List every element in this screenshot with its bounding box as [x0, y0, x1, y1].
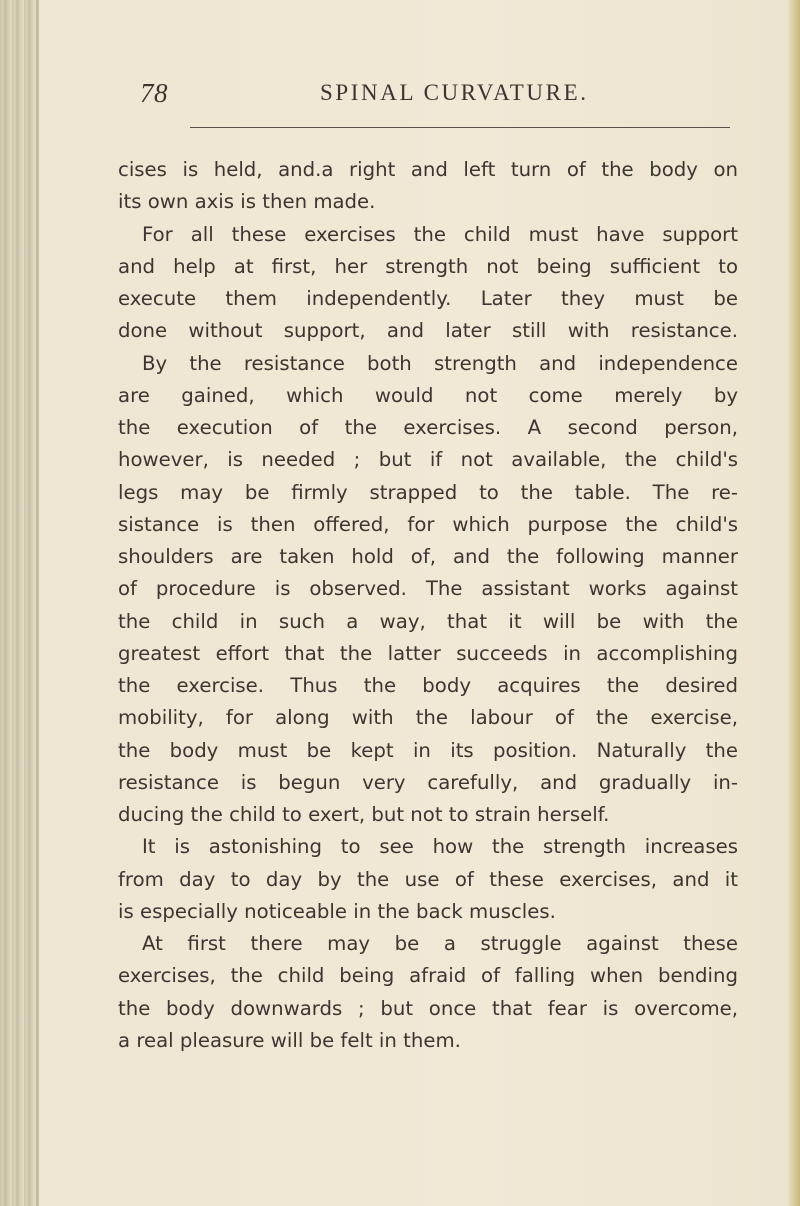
- page-header: [140, 78, 730, 112]
- text-line: At first there may be a struggle against these: [142, 932, 738, 955]
- text-line: its own axis is then made.: [118, 190, 376, 214]
- text-line: ducing the child to exert, but not to strain herself.: [118, 803, 610, 826]
- text-line: the body must be kept in its position. Naturally the: [118, 738, 738, 762]
- text-line: cises is held, and.a right and left turn of the body on: [118, 158, 738, 181]
- text-line: a real pleasure will be felt in them.: [118, 1028, 461, 1052]
- text-line: For all these exercises the child must have support: [142, 222, 738, 246]
- body-text: [118, 154, 738, 1057]
- text-line: legs may be firmly strapped to the table. The re-: [118, 480, 738, 504]
- text-line: of procedure is observed. The assistant works against: [118, 577, 738, 601]
- text-line: are gained, which would not come merely by: [118, 383, 738, 407]
- text-line: resistance is begun very carefully, and gradually in-: [118, 770, 738, 794]
- text-line: greatest effort that the latter succeeds in accomplishing: [118, 641, 738, 665]
- text-line: and help at first, her strength not being sufficient to: [118, 254, 738, 278]
- text-line: however, is needed ; but if not available, the child's: [118, 448, 738, 472]
- text-line: exercises, the child being afraid of falling when bending: [118, 964, 738, 988]
- binding-shadow: [36, 0, 39, 1206]
- header-rule: [190, 127, 730, 128]
- text-line: execute them independently. Later they must be: [118, 287, 738, 310]
- text-line: mobility, for along with the labour of the exercise,: [118, 706, 738, 730]
- text-line: the execution of the exercises. A second person,: [118, 416, 738, 439]
- text-line: sistance is then offered, for which purpose the child's: [118, 512, 738, 536]
- text-line: done without support, and later still with resistance.: [118, 319, 738, 343]
- text-line: the exercise. Thus the body acquires the desired: [118, 674, 738, 697]
- text-line: shoulders are taken hold of, and the following manner: [118, 545, 738, 568]
- text-line: is especially noticeable in the back muscles.: [118, 899, 556, 923]
- page-number: 78: [140, 78, 168, 108]
- page-outer-edge: [788, 0, 800, 1206]
- text-line: It is astonishing to see how the strength increases: [142, 835, 738, 859]
- running-head: SPINAL CURVATURE.: [320, 80, 589, 105]
- text-line: By the resistance both strength and independence: [142, 351, 738, 375]
- text-line: from day to day by the use of these exercises, and it: [118, 867, 738, 891]
- text-line: the child in such a way, that it will be with the: [118, 609, 738, 633]
- text-line: the body downwards ; but once that fear is overcome,: [118, 996, 738, 1020]
- book-binding-edge: [0, 0, 38, 1206]
